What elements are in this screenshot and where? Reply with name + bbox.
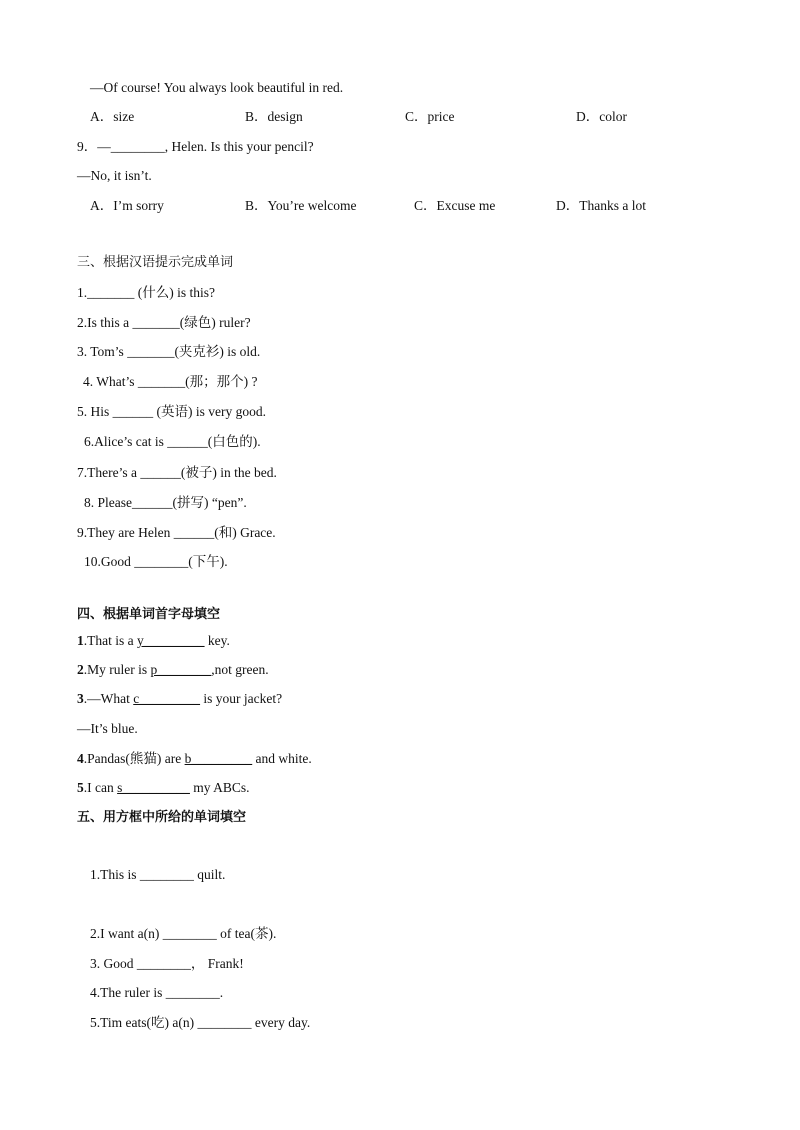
q9-option-a: A．I’m sorry	[90, 198, 164, 213]
q8-option-d: D．color	[576, 109, 627, 124]
answer-blank: c_________	[133, 691, 200, 706]
section3-item-4: 4. What’s _______(那；那个) ?	[83, 374, 258, 389]
section3-item-6: 6.Alice’s cat is ______(白色的).	[84, 434, 261, 449]
item-text-before: .Pandas(熊猫) are	[83, 751, 185, 766]
item-text-before: .That is a	[83, 633, 137, 648]
q8-option-c: C．price	[405, 109, 455, 124]
section3-item-8: 8. Please______(拼写) “pen”.	[84, 495, 247, 510]
section5-title: 五、用方框中所给的单词填空	[77, 810, 247, 825]
q9-option-d: D．Thanks a lot	[556, 198, 646, 213]
section4-title: 四、根据单词首字母填空	[77, 607, 221, 622]
section4-item-1	[77, 632, 230, 650]
section5-item-2: 2.I want a(n) ________ of tea(茶).	[90, 926, 277, 941]
section4-item-3	[77, 690, 282, 708]
section3-item-5: 5. His ______ (英语) is very good.	[77, 404, 266, 419]
section5-item-3: 3. Good ________， Frank!	[90, 956, 244, 971]
section4-item-5	[77, 779, 250, 797]
q9-question: 9．—________, Helen. Is this your pencil?	[77, 139, 314, 154]
section5-item-1: 1.This is ________ quilt.	[90, 867, 226, 882]
q8-reply: —Of course! You always look beautiful in red.	[90, 80, 344, 95]
item-text-after: ,not green.	[211, 662, 269, 677]
section5-item-4: 4.The ruler is ________.	[90, 985, 224, 1000]
item-number: 2	[77, 662, 84, 677]
section4-item-4	[77, 750, 312, 768]
item-number: 3	[77, 691, 84, 706]
section3-item-10: 10.Good ________(下午).	[84, 554, 228, 569]
item-number: 4	[77, 751, 84, 766]
answer-blank: b_________	[184, 751, 253, 766]
section3-item-2: 2.Is this a _______(绿色) ruler?	[77, 315, 251, 330]
q9-option-c: C．Excuse me	[414, 198, 496, 213]
item-text-after: and white.	[252, 751, 312, 766]
item-text-before: —It’s blue.	[77, 721, 138, 736]
item-text-after: my ABCs.	[189, 780, 250, 795]
section5-item-5: 5.Tim eats(吃) a(n) ________ every day.	[90, 1015, 311, 1030]
section3-item-7: 7.There’s a ______(被子) in the bed.	[77, 465, 277, 480]
item-text-before: .My ruler is	[83, 662, 151, 677]
item-text-before: .—What	[83, 691, 134, 706]
q9-option-b: B．You’re welcome	[245, 198, 357, 213]
item-text-before: .I can	[83, 780, 118, 795]
section4-item-2	[77, 661, 269, 679]
section3-title: 三、根据汉语提示完成单词	[77, 255, 234, 270]
item-number: 5	[77, 780, 84, 795]
answer-blank: y_________	[137, 633, 205, 648]
section3-item-9: 9.They are Helen ______(和) Grace.	[77, 525, 276, 540]
section4-item-3-reply	[77, 720, 138, 738]
q8-option-a: A．size	[90, 109, 135, 124]
item-text-after: key.	[204, 633, 230, 648]
answer-blank: s__________	[117, 780, 190, 795]
section3-item-1: 1._______ (什么) is this?	[77, 285, 215, 300]
item-number: 1	[77, 633, 84, 648]
q8-option-b: B．design	[245, 109, 303, 124]
q9-reply: —No, it isn’t.	[77, 168, 152, 183]
item-text-after: is your jacket?	[200, 691, 283, 706]
section3-item-3: 3. Tom’s _______(夹克衫) is old.	[77, 344, 261, 359]
answer-blank: p________	[150, 662, 212, 677]
